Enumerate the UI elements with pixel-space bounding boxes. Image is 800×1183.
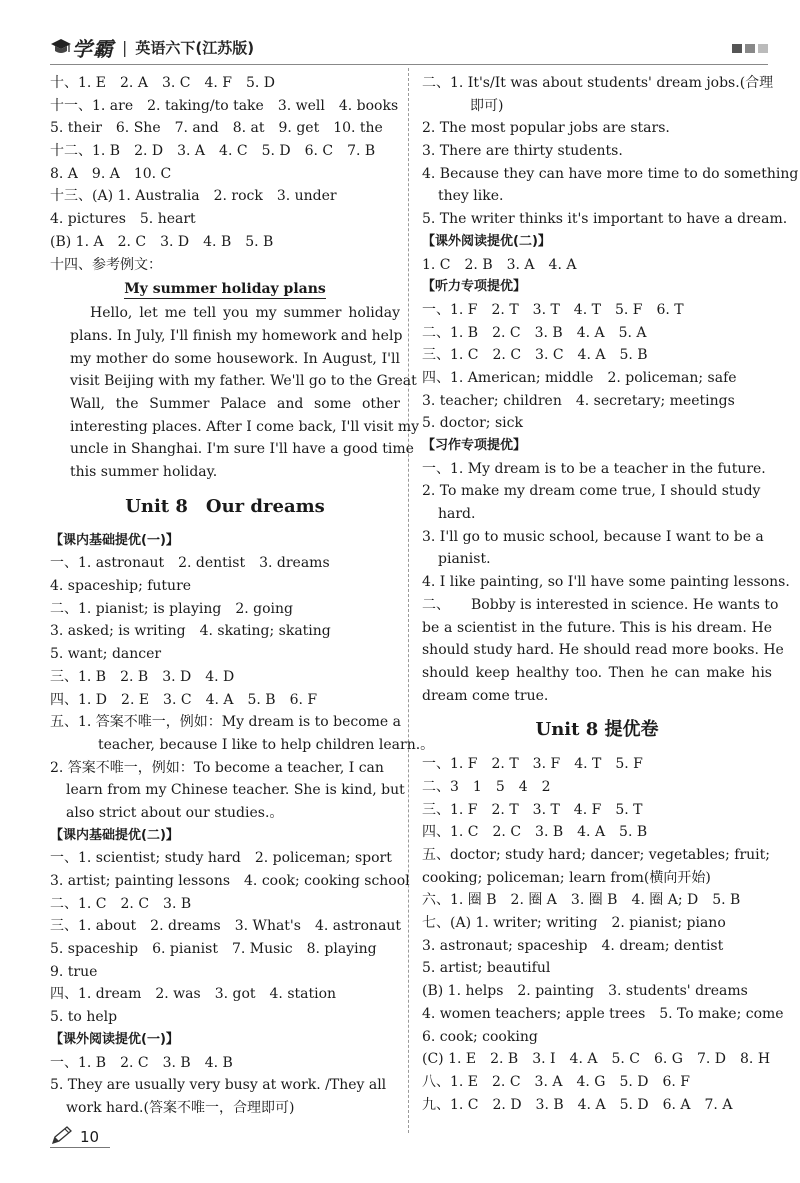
header-square	[745, 44, 755, 53]
header-rule	[50, 64, 768, 65]
brand-logo	[50, 33, 114, 62]
answer-line: 一、1. scientist; study hard 2. policeman; sport	[50, 850, 392, 867]
essay-line: uncle in Shanghai. I'm sure I'll have a good time	[70, 441, 414, 458]
answer-line: 3. artist; painting lessons 4. cook; cooking school	[50, 873, 410, 889]
answer-line: 3. I'll go to music school, because I want to be a	[422, 528, 764, 545]
answer-line: 二、1. B 2. C 3. B 4. A 5. A	[422, 324, 647, 341]
answer-line: 6. cook; cooking	[422, 1028, 538, 1045]
essay-line: Hello, let me tell you my summer holiday	[90, 305, 400, 322]
answer-line: 5. doctor; sick	[422, 415, 523, 432]
unit-title: Unit 8 提优卷	[535, 719, 659, 741]
section-heading: 【课内基础提优(二)】	[50, 827, 179, 843]
answer-line: 1. C 2. B 3. A 4. A	[422, 256, 577, 273]
answer-line: 3. There are thirty students.	[422, 143, 623, 160]
essay-line: plans. In July, I'll finish my homework and help	[70, 327, 403, 344]
essay-title	[50, 276, 400, 302]
answer-line: 2. 答案不唯一，例如：To become a teacher, I can	[50, 759, 384, 776]
answer-line: 十四、参考例文：	[50, 256, 162, 273]
page-footer	[50, 1126, 99, 1146]
answer-line: learn from my Chinese teacher. She is kind, but	[66, 782, 405, 799]
answer-line: 5. spaceship 6. pianist 7. Music 8. playing	[50, 941, 377, 958]
right-column	[422, 72, 799, 1116]
essay-title-text: My summer holiday plans	[124, 281, 326, 298]
section-heading: 【习作专项提优】	[422, 438, 527, 453]
answer-line: 一、1. F 2. T 3. F 4. T 5. F	[422, 756, 643, 773]
answer-line: work hard.(答案不唯一，合理即可)	[66, 1099, 295, 1116]
page-number: 10	[80, 1128, 100, 1146]
answer-line: also strict about our studies.。	[66, 804, 284, 821]
unit-title: Unit 8 Our dreams	[125, 495, 325, 517]
answer-line: 十二、1. B 2. D 3. A 4. C 5. D 6. C 7. B	[50, 143, 376, 160]
answer-line: 四、1. D 2. E 3. C 4. A 5. B 6. F	[50, 691, 318, 708]
answer-line: 二、1. C 2. C 3. B	[50, 895, 192, 912]
answer-line: 5. their 6. She 7. and 8. at 9. get 10. the	[50, 120, 383, 137]
answer-line: 4. Because they can have more time to do something	[422, 165, 799, 182]
answer-line: 4. pictures 5. heart	[50, 211, 196, 228]
answer-line: 三、1. about 2. dreams 3. What's 4. astronaut	[50, 918, 402, 935]
answer-line: 4. women teachers; apple trees 5. To make; come	[422, 1005, 784, 1022]
answer-line: 4. spaceship; future	[50, 578, 192, 595]
essay-line: 二、 Bobby is interested in science. He wants to	[422, 596, 779, 613]
answer-line: 二、1. pianist; is playing 2. going	[50, 600, 293, 617]
answer-line: cooking; policeman; learn from(横向开始)	[422, 869, 711, 886]
answer-line: 一、1. B 2. C 3. B 4. B	[50, 1054, 233, 1071]
answer-line: 3. asked; is writing 4. skating; skating	[50, 623, 331, 640]
essay-line: Wall, the Summer Palace and some other	[70, 395, 400, 412]
answer-line: 八、1. E 2. C 3. A 4. G 5. D 6. F	[422, 1073, 691, 1090]
answer-line: (C) 1. E 2. B 3. I 4. A 5. C 6. G 7. D 8. H	[422, 1051, 771, 1068]
essay-line: visit Beijing with my father. We'll go to the Great	[70, 373, 417, 390]
pencil-icon	[50, 1126, 74, 1146]
answer-line: 2. The most popular jobs are stars.	[422, 120, 670, 137]
answer-line: they like.	[438, 188, 504, 205]
header-decoration	[732, 44, 768, 53]
essay-line: my mother do some housework. In August, I'll	[70, 350, 400, 367]
answer-line: 5. want; dancer	[50, 646, 162, 663]
answer-line: 三、1. C 2. C 3. C 4. A 5. B	[422, 347, 648, 364]
answer-line: 五、1. 答案不唯一，例如：My dream is to become a	[50, 714, 402, 731]
essay-line: interesting places. After I come back, I'll visit my	[70, 418, 420, 435]
answer-line: 2. To make my dream come true, I should study	[422, 483, 761, 500]
header-square	[732, 44, 742, 53]
answer-line: 九、1. C 2. D 3. B 4. A 5. D 6. A 7. A	[422, 1096, 733, 1113]
answer-line: 十三、(A) 1. Australia 2. rock 3. under	[50, 188, 337, 205]
answer-line: teacher, because I like to help children learn.。	[98, 736, 435, 753]
answer-line: 四、1. American; middle 2. policeman; safe	[422, 369, 737, 386]
answer-line: 一、1. My dream is to be a teacher in the future.	[422, 460, 766, 477]
left-column	[50, 72, 435, 1120]
answer-line: 5. They are usually very busy at work. /They all	[50, 1077, 387, 1094]
answer-line: 5. artist; beautiful	[422, 960, 551, 977]
essay-line: be a scientist in the future. This is his dream. He	[422, 619, 772, 636]
essay-line: should keep healthy too. Then he can make his	[422, 664, 772, 681]
answer-line: 四、1. dream 2. was 3. got 4. station	[50, 986, 337, 1003]
answer-line: 七、(A) 1. writer; writing 2. pianist; piano	[422, 915, 726, 932]
answer-line: hard.	[438, 506, 476, 523]
answer-line: (B) 1. A 2. C 3. D 4. B 5. B	[50, 233, 274, 250]
column-divider	[408, 68, 409, 1133]
answer-line: 8. A 9. A 10. C	[50, 165, 172, 182]
answer-line: 3. astronaut; spaceship 4. dream; dentist	[422, 937, 724, 954]
section-heading: 【课内基础提优(一)】	[50, 532, 179, 548]
page-header	[50, 30, 768, 64]
answer-line: 五、doctor; study hard; dancer; vegetables; fruit;	[422, 847, 770, 863]
answer-line: 3. teacher; children 4. secretary; meetings	[422, 392, 735, 409]
header-square	[758, 44, 768, 53]
answer-line: 即可)	[470, 97, 504, 114]
answer-line: 三、1. F 2. T 3. T 4. F 5. T	[422, 801, 643, 818]
essay-line: should study hard. He should read more books. He	[422, 642, 784, 659]
book-title: 英语六下(江苏版)	[135, 38, 255, 57]
answer-line: (B) 1. helps 2. painting 3. students' dreams	[422, 983, 748, 1000]
answer-line: 十、1. E 2. A 3. C 4. F 5. D	[50, 75, 276, 91]
essay-line: dream come true.	[422, 687, 549, 704]
section-heading: 【课外阅读提优(一)】	[50, 1031, 179, 1047]
answer-line: 9. true	[50, 963, 98, 980]
answer-line: 二、1. It's/It was about students' dream jobs.(合理	[422, 75, 774, 91]
answer-line: 四、1. C 2. C 3. B 4. A 5. B	[422, 824, 648, 841]
answer-line: 5. to help	[50, 1009, 118, 1026]
answer-line: 5. The writer thinks it's important to have a dream.	[422, 211, 788, 228]
answer-line: 一、1. F 2. T 3. T 4. T 5. F 6. T	[422, 301, 684, 318]
essay-line: this summer holiday.	[70, 464, 218, 480]
answer-line: 二、3 1 5 4 2	[422, 778, 551, 795]
footer-rule	[50, 1147, 110, 1148]
answer-line: 三、1. B 2. B 3. D 4. D	[50, 668, 235, 685]
answer-line: 一、1. astronaut 2. dentist 3. dreams	[50, 555, 330, 572]
section-heading: 【听力专项提优】	[422, 279, 527, 295]
header-separator: |	[122, 37, 128, 57]
answer-line: 十一、1. are 2. taking/to take 3. well 4. books	[50, 97, 399, 114]
answer-line: 4. I like painting, so I'll have some painting lessons.	[422, 574, 790, 591]
answer-line: 六、1. 圈 B 2. 圈 A 3. 圈 B 4. 圈 A; D 5. B	[422, 892, 741, 909]
answer-line: pianist.	[438, 551, 491, 568]
graduation-cap-icon	[50, 37, 72, 57]
section-heading: 【课外阅读提优(二)】	[422, 233, 551, 249]
logo-text: 学霸	[72, 36, 114, 61]
